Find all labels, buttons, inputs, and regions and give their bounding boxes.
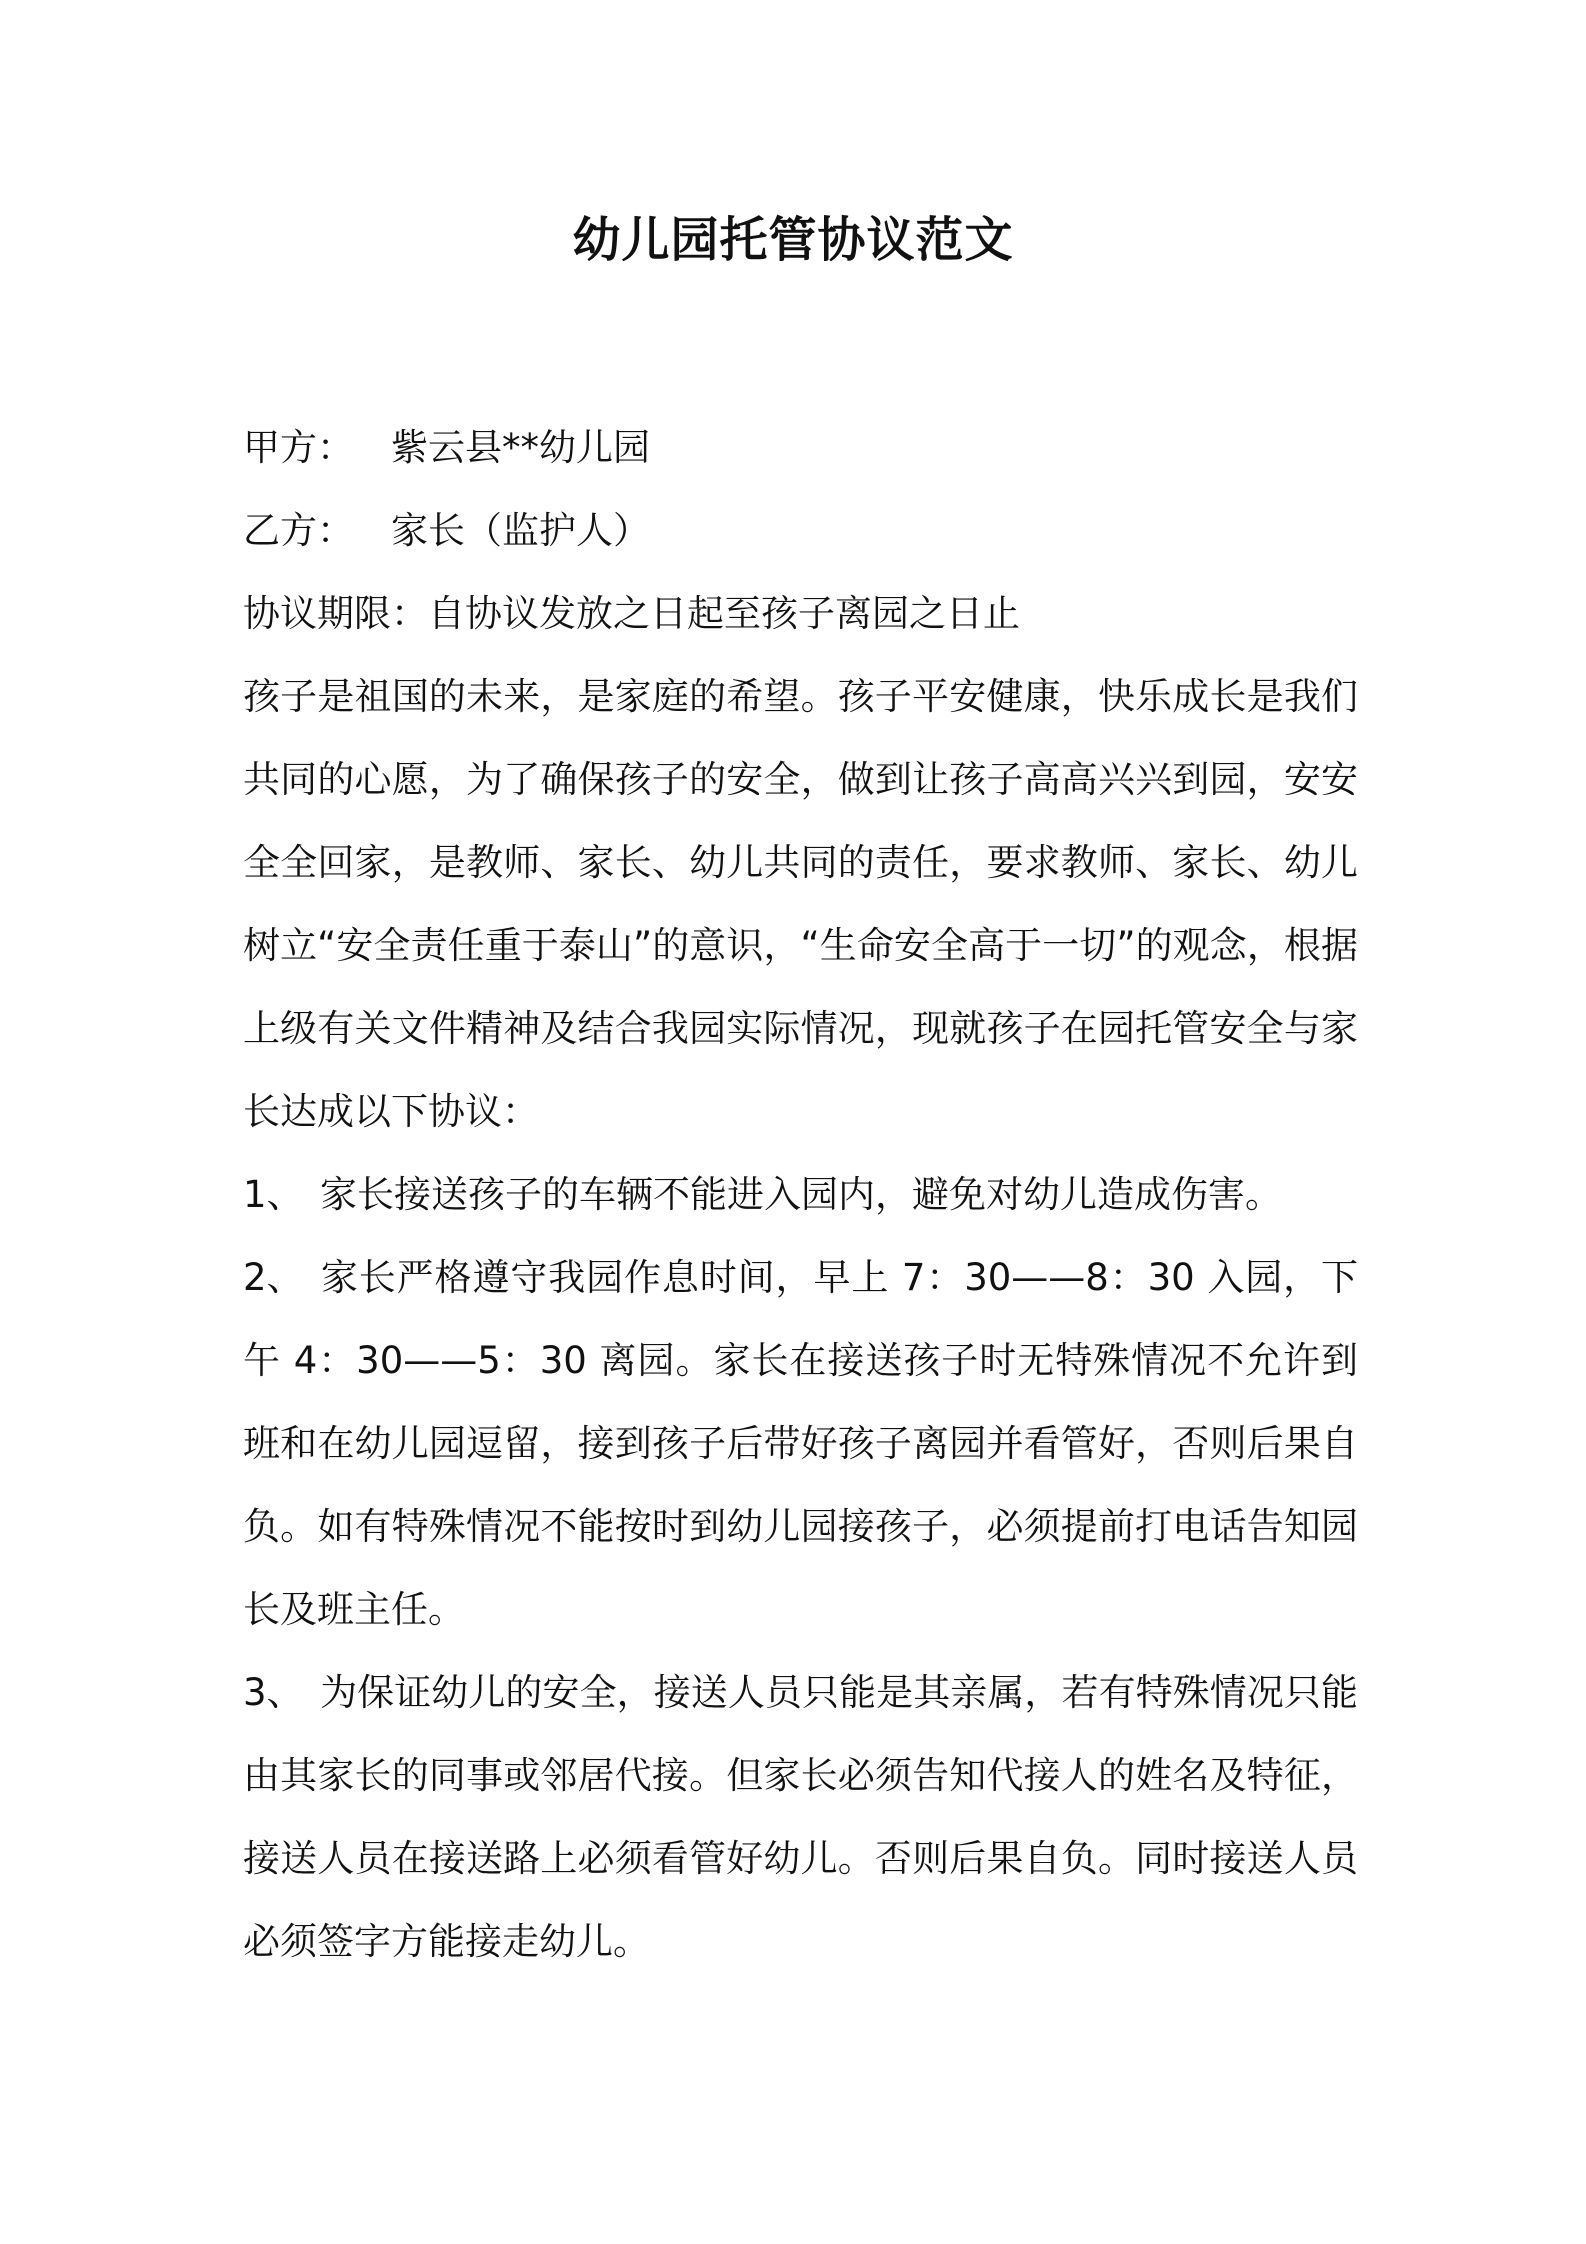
clause-number: 2、 (243, 1256, 304, 1299)
clause-2 (243, 1236, 1358, 1651)
clause-1 (243, 1153, 1358, 1236)
party-b-row (243, 489, 1358, 572)
document-body (243, 406, 1358, 1983)
clause-number: 1、 (243, 1173, 304, 1216)
party-a-value: 紫云县**幼儿园 (391, 426, 650, 469)
party-a-row (243, 406, 1358, 489)
clause-text: 为保证幼儿的安全，接送人员只能是其亲属，若有特殊情况只能由其家长的同事或邻居代接。但家长必须告知代接人的姓名及特征，接送人员在接送路上必须看管好幼儿。否则后果自负。同时接送人员必须签字方能接走幼儿。 (243, 1671, 1358, 1963)
clause-text: 家长接送孩子的车辆不能进入园内，避免对幼儿造成伤害。 (320, 1173, 1282, 1216)
intro-paragraph: 孩子是祖国的未来，是家庭的希望。孩子平安健康，快乐成长是我们共同的心愿，为了确保孩子的安全，做到让孩子高高兴兴到园，安安全全回家，是教师、家长、幼儿共同的责任，要求教师、家长、幼儿树立“安全责任重于泰山”的意识，“生命安全高于一切”的观念，根据上级有关文件精神及结合我园实际情况，现就孩子在园托管安全与家长达成以下协议： (243, 675, 1358, 1133)
document-title: 幼儿园托管协议范文 (572, 212, 1014, 268)
party-a-label: 甲方： (243, 426, 354, 469)
agreement-term: 协议期限：自协议发放之日起至孩子离园之日止 (243, 592, 1020, 635)
clause-3 (243, 1651, 1358, 1983)
clause-number: 3、 (243, 1671, 304, 1714)
party-b-value: 家长（监护人） (391, 509, 650, 552)
clause-text: 家长严格遵守我园作息时间，早上 7：30——8：30 入园，下午 4：30——5：30 离园。家长在接送孩子时无特殊情况不允许到班和在幼儿园逗留，接到孩子后带好孩子离园并看管好，否则后果自负。如有特殊情况不能按时到幼儿园接孩子，必须提前打电话告知园长及班主任。 (243, 1256, 1358, 1631)
party-b-label: 乙方： (243, 509, 354, 552)
